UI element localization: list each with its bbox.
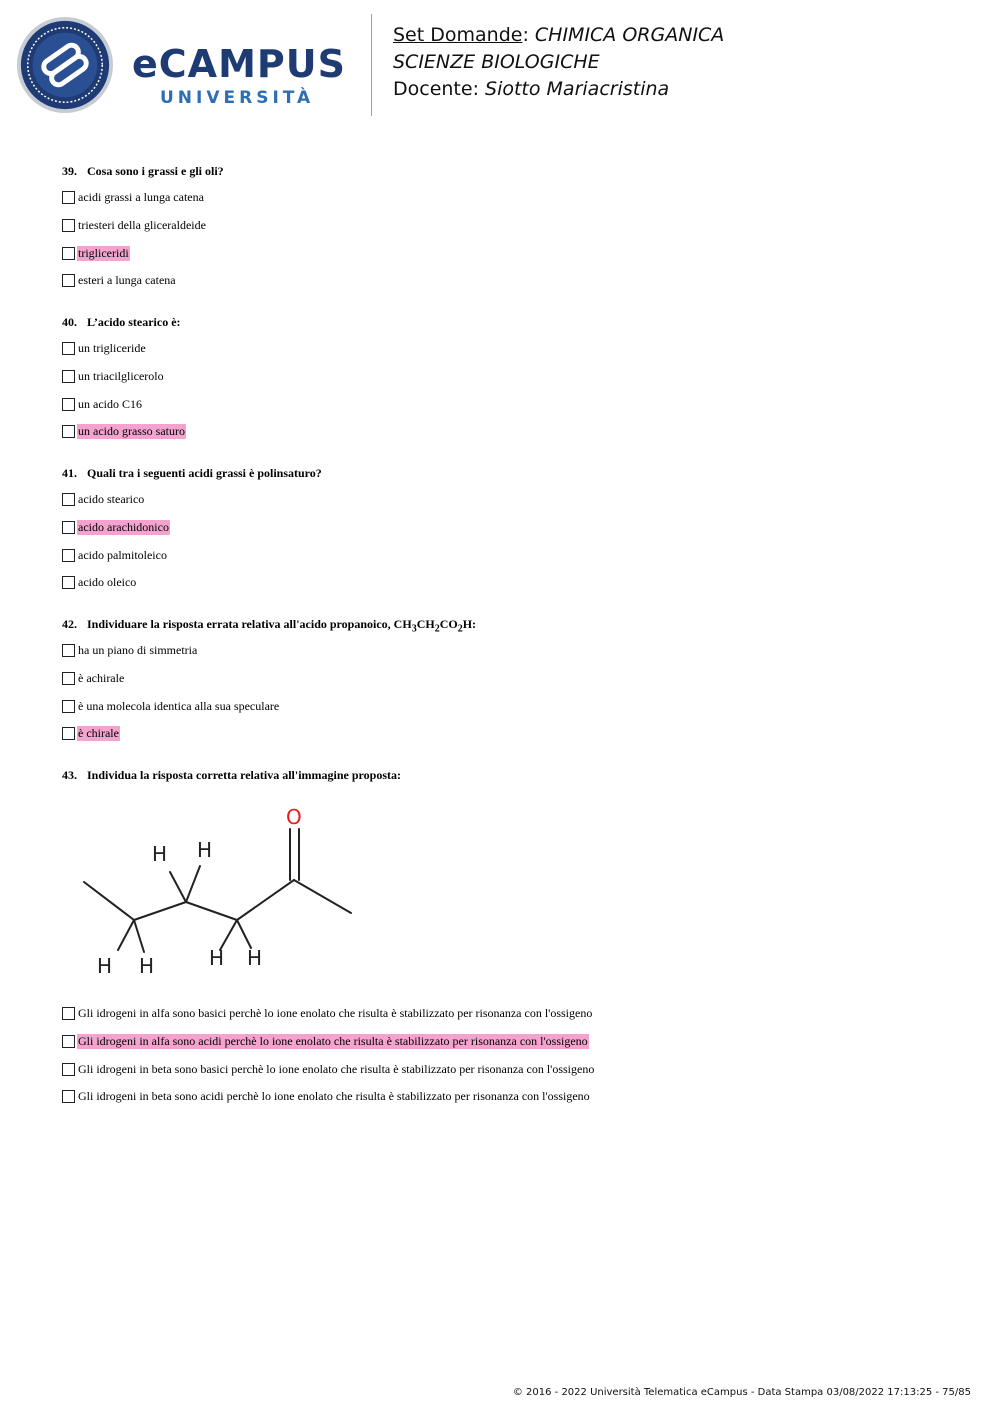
answer-option-correct[interactable]: trigliceridi [62,245,130,261]
checkbox[interactable] [62,644,75,657]
hydrogen-label: H [247,946,263,970]
answer-option[interactable]: acidi grassi a lunga catena [62,189,205,205]
bond [84,882,134,920]
checkbox[interactable] [62,521,75,534]
hydrogen-label: H [197,838,213,862]
question-41 [62,464,962,482]
question-title: 43. Individua la risposta corretta relativa all'immagine proposta: [62,768,401,782]
answer-option[interactable]: acido stearico [62,491,145,507]
page-footer: © 2016 - 2022 Università Telematica eCampus - Data Stampa 03/08/2022 17:13:25 - 75/85 [512,1387,971,1398]
brand-wordmark [132,42,362,112]
answer-option[interactable]: esteri a lunga catena [62,272,177,288]
university-seal-logo [16,16,114,114]
hydrogen-label: H [152,842,168,866]
checkbox[interactable] [62,1035,75,1048]
header-info [393,22,724,103]
checkbox[interactable] [62,219,75,232]
answer-option[interactable]: un acido C16 [62,396,143,412]
course-name: SCIENZE BIOLOGICHE [393,51,600,73]
checkbox[interactable] [62,576,75,589]
bond [294,880,351,913]
question-39 [62,162,962,180]
question-40 [62,313,962,331]
bond-to-h [118,920,134,950]
set-value: CHIMICA ORGANICA [534,24,725,46]
bond-to-h [170,872,186,902]
checkbox[interactable] [62,398,75,411]
answer-option[interactable]: Gli idrogeni in beta sono acidi perchè lo ione enolato che risulta è stabilizzato per risonanza con l'ossigeno [62,1088,591,1104]
answer-option[interactable]: Gli idrogeni in alfa sono basici perchè lo ione enolato che risulta è stabilizzato per risonanza con l'ossigeno [62,1005,593,1021]
answer-option-correct[interactable]: un acido grasso saturo [62,423,186,439]
set-line [393,22,724,49]
hydrogen-label: H [139,954,155,978]
teacher-name: Siotto Mariacristina [485,78,670,100]
teacher-line [393,76,724,103]
answer-option-correct[interactable]: acido arachidonico [62,519,170,535]
answer-option-correct[interactable]: è chirale [62,725,120,741]
bond [134,902,186,920]
bond-to-h [134,920,144,952]
checkbox[interactable] [62,700,75,713]
answer-option[interactable]: triesteri della gliceraldeide [62,217,207,233]
hydrogen-label: H [97,954,113,978]
set-separator: : [522,24,535,46]
checkbox[interactable] [62,370,75,383]
answer-option[interactable]: è achirale [62,670,125,686]
checkbox[interactable] [62,1007,75,1020]
question-42 [62,615,962,633]
answer-option-correct[interactable]: Gli idrogeni in alfa sono acidi perchè lo ione enolato che risulta è stabilizzato per risonanza con l'ossigeno [62,1033,589,1049]
hydrogen-label: H [209,946,225,970]
question-title: 40. L’acido stearico è: [62,315,181,329]
checkbox[interactable] [62,672,75,685]
set-label: Set Domande [393,24,523,46]
brand-subtitle: UNIVERSITÀ [160,88,315,108]
checkbox[interactable] [62,727,75,740]
checkbox[interactable] [62,549,75,562]
checkbox[interactable] [62,191,75,204]
teacher-label: Docente: [393,78,486,100]
bond-to-h [237,920,251,948]
checkbox[interactable] [62,1090,75,1103]
checkbox[interactable] [62,247,75,260]
bond [186,902,237,920]
answer-option[interactable]: acido oleico [62,574,137,590]
question-title: 39. Cosa sono i grassi e gli oli? [62,164,224,178]
bond-to-h [186,866,200,902]
bond [237,880,294,920]
molecule-figure [80,800,360,985]
answer-option[interactable]: un trigliceride [62,340,147,356]
answer-option[interactable]: è una molecola identica alla sua speculare [62,698,280,714]
answer-option[interactable]: Gli idrogeni in beta sono basici perchè lo ione enolato che risulta è stabilizzato per risonanza con l'ossigeno [62,1061,595,1077]
question-43 [62,766,962,784]
brand-name: eCAMPUS [132,42,346,86]
checkbox[interactable] [62,274,75,287]
question-title: 41. Quali tra i seguenti acidi grassi è polinsaturo? [62,466,322,480]
checkbox[interactable] [62,493,75,506]
checkbox[interactable] [62,342,75,355]
question-title: 42. Individuare la risposta errata relativa all'acido propanoico, $CH_3CH_2CO_2H$: [62,617,477,635]
header-divider [371,14,372,116]
answer-option[interactable]: un triacilglicerolo [62,368,165,384]
answer-option[interactable]: acido palmitoleico [62,547,168,563]
checkbox[interactable] [62,1063,75,1076]
checkbox[interactable] [62,425,75,438]
answer-option[interactable]: ha un piano di simmetria [62,642,198,658]
oxygen-label: O [286,805,302,829]
